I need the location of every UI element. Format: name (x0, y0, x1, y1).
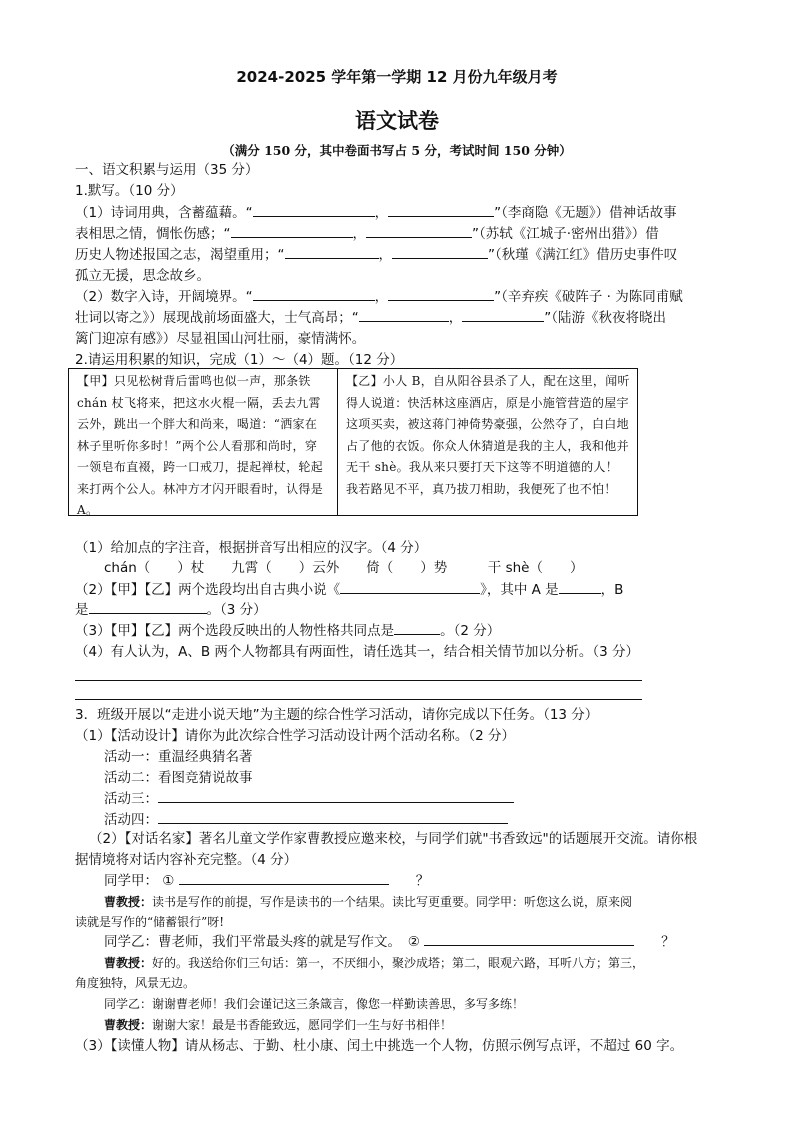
answer-line[interactable] (75, 680, 642, 681)
text: 表相思之情，惆怅伤感；“ (75, 226, 231, 242)
dialogue-line (104, 892, 632, 912)
blank[interactable] (462, 308, 544, 322)
q2-line (75, 600, 267, 620)
dialogue-line: 角度独特，风景无边。 (75, 976, 196, 990)
q1-line (75, 308, 666, 328)
text: ”（苏轼《江城子·密州出猎》）借 (472, 226, 659, 242)
text: ，B (600, 582, 624, 598)
dialogue-line (104, 871, 429, 891)
subject-title: 语文试卷 (355, 108, 439, 133)
activity-2: 活动二：看图竞猜说故事 (104, 770, 253, 786)
dialogue-line: 同学乙：谢谢曹老师！我们会谨记这三条箴言，像您一样勤读善思，多写多练！ (104, 997, 525, 1011)
q2-sub1: （1）给加点的字注音，根据拼音写出相应的汉字。（4 分） (75, 540, 428, 556)
text: ？ (661, 934, 675, 950)
passage-jia: 【甲】只见松树背后雷鸣也似一声，那条铁 chán 杖飞将来，把这水火棍一隔，丢去九霄云外，跳出一个胖大和尚来，喝道：“洒家在林子里听你多时！”两个公人看那和尚时，穿一领皂布直裰，跨一口戒刀，提起禅杖，轮起来打两个公人。林冲方才闪开眼看时，认得是 A。 (77, 374, 324, 517)
text: ？ (415, 873, 430, 889)
dialogue-line (104, 932, 675, 952)
q1-line (75, 224, 659, 244)
text: ”（辛弃疾《破阵子 · 为陈同甫赋 (494, 289, 683, 305)
blank[interactable] (559, 580, 601, 594)
activity-4 (104, 810, 508, 830)
text: 同学甲： ① (104, 873, 175, 889)
blank[interactable] (158, 789, 514, 803)
q1-line (75, 245, 677, 265)
blank[interactable] (231, 224, 353, 238)
text: ”（陆游《秋夜将晓出 (544, 310, 666, 326)
blank[interactable] (366, 224, 472, 238)
text: （2）数字入诗，开阔境界。“ (75, 289, 253, 305)
blank[interactable] (388, 287, 494, 301)
speaker: 曹教授： (104, 956, 153, 970)
text: ， (374, 205, 389, 221)
text: 历史人物述报国之志，渴望重用；“ (75, 247, 285, 263)
q3-task2: 据情境将对话内容补充完整。（4 分） (75, 852, 298, 868)
speaker: 曹教授： (104, 895, 153, 909)
reading-passages-box (68, 368, 638, 516)
text: 是 (75, 602, 89, 618)
q2-sub1-items: chán（ ）杖 九霄（ ）云外 倚（ ）势 干 shè（ ） (104, 560, 584, 576)
blank[interactable] (394, 621, 440, 635)
blank[interactable] (253, 203, 375, 217)
exam-title: 2024-2025 学年第一学期 12 月份九年级月考 (236, 68, 558, 86)
q1-line: 篱门迎凉有感》）尽显祖国山河壮丽，豪情满怀。 (75, 331, 366, 347)
passage-yi: 【乙】小人 B，自从阳谷县杀了人，配在这里，闻听得人说道：快活林这座酒店，原是小施管营造的屋宇这项买卖，被这蒋门神倚势豪强，公然夺了，白白地占了他的衣饭。你众人休猜道是我的主人，我和他并无干 shè。我从来只要打天下这等不明道德的人！我若路见不平，真乃拔刀相助，我便死了也不怕！ (346, 374, 630, 496)
exam-note: （满分 150 分，其中卷面书写占 5 分，考试时间 150 分钟） (222, 143, 572, 158)
text: 。（3 分） (206, 602, 267, 618)
q1-line: 孤立无援，思念故乡。 (75, 268, 210, 284)
q3-task2: （2）【对话名家】著名儿童文学作家曹教授应邀来校，与同学们就"书香致远"的话题展开交流。请你根 (89, 831, 698, 847)
text: 活动三： (104, 791, 158, 807)
text: ， (448, 310, 463, 326)
text: 壮词以寄之》）展现战前场面盛大，士气高昂；“ (75, 310, 359, 326)
text: 》，其中 A 是 (480, 582, 559, 598)
q3-task1: （1）【活动设计】请你为此次综合性学习活动设计两个活动名称。（2 分） (75, 728, 515, 744)
speaker: 曹教授： (104, 1018, 153, 1032)
q1-line (75, 203, 677, 223)
passage-divider (337, 369, 338, 515)
blank[interactable] (340, 580, 480, 594)
q2-line (75, 580, 623, 600)
text: 好的。我送给你们三句话：第一，不厌细小，聚沙成塔；第二，眼观六路，耳听八方；第三， (152, 956, 645, 970)
text: ， (374, 289, 389, 305)
blank[interactable] (253, 287, 375, 301)
blank[interactable] (359, 308, 449, 322)
text: ”（秋瑾《满江红》借历史事件叹 (488, 247, 678, 263)
text: 活动四： (104, 812, 158, 828)
q2-title: 2.请运用积累的知识，完成（1）～（4）题。（12 分） (75, 352, 404, 368)
blank[interactable] (179, 871, 389, 885)
text: 读书是写作的前提，写作是读书的一个结果。读比写更重要。同学甲：听您这么说，原来阅 (152, 895, 633, 909)
dialogue-line (104, 1015, 452, 1035)
activity-3 (104, 789, 514, 809)
q1-title: 1.默写。（10 分） (75, 183, 184, 199)
q3-task3: （3）【读懂人物】请从杨志、于勤、杜小康、闰土中挑选一个人物，仿照示例写点评，不超过 60 字。 (75, 1038, 684, 1054)
blank[interactable] (388, 203, 494, 217)
blank[interactable] (424, 932, 634, 946)
dialogue-line: 读就是写作的“储蓄银行”呀! (75, 915, 225, 929)
text: ， (378, 247, 392, 263)
q2-line (75, 621, 500, 641)
text: 。（2 分） (440, 623, 501, 639)
q3-title: 3．班级开展以“走进小说天地”为主题的综合性学习活动，请你完成以下任务。（13 分） (75, 707, 599, 723)
text: （1）诗词用典，含蓄蕴藉。“ (75, 205, 253, 221)
text: ”（李商隐《无题》）借神话故事 (494, 205, 677, 221)
blank[interactable] (158, 810, 508, 824)
text: （3）【甲】【乙】两个选段反映出的人物性格共同点是 (75, 623, 395, 639)
blank[interactable] (89, 600, 207, 614)
dialogue-line (104, 953, 644, 973)
q2-sub4: （4）有人认为，A、B 两个人物都具有两面性，请任选其一，结合相关情节加以分析。（3 分） (75, 644, 640, 660)
q1-line (75, 287, 683, 307)
answer-line[interactable] (75, 699, 642, 700)
text: 谢谢大家！最是书香能致远，愿同学们一生与好书相伴！ (152, 1018, 453, 1032)
blank[interactable] (285, 245, 379, 259)
section-heading: 一、语文积累与运用（35 分） (75, 162, 259, 178)
blank[interactable] (392, 245, 488, 259)
text: ， (352, 226, 366, 242)
text: （2）【甲】【乙】两个选段均出自古典小说《 (75, 582, 341, 598)
activity-1: 活动一：重温经典猜名著 (104, 749, 253, 765)
text: 同学乙：曹老师，我们平常最头疼的就是写作文。 ② (104, 934, 420, 950)
